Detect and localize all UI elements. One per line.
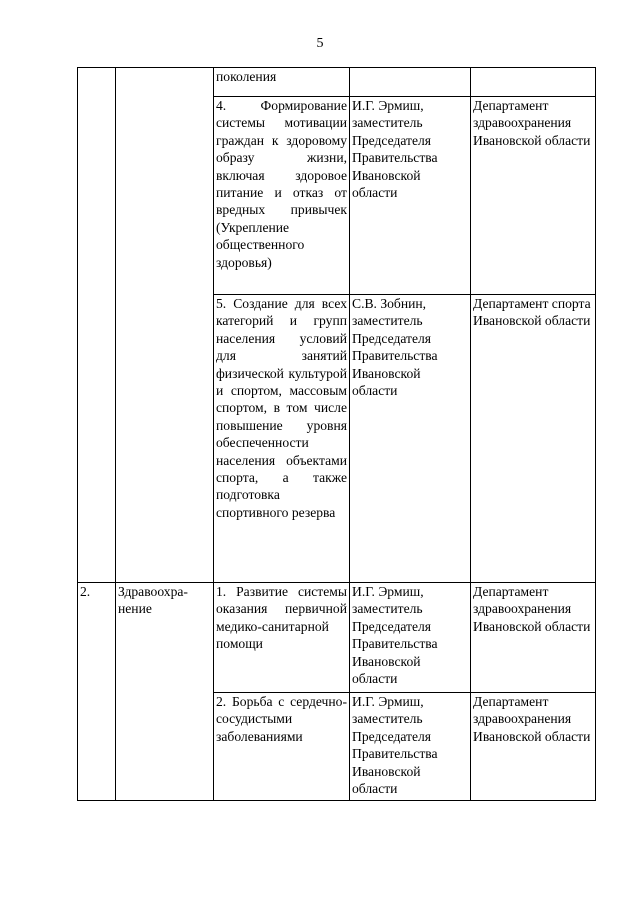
executor-cell <box>471 693 596 801</box>
area-cell <box>116 583 214 801</box>
executor-cell <box>471 68 596 97</box>
curator-name: И.Г. Эрмиш, заместитель Председателя Правительства Ивановской области <box>352 98 438 201</box>
area-name: Здравоохра-нение <box>118 584 188 617</box>
project-name: 2. Борьба с сердечно-сосудистыми заболеваниями <box>216 694 347 744</box>
curator-cell <box>350 295 471 583</box>
project-name: 5. Создание для всех категорий и групп населения условий для занятий физической культурой и спортом, массовым спортом, в том числе повышение уровня обеспеченности населения объектами спорта, а также подготовка спортивного резерва <box>216 296 347 520</box>
page-number: 5 <box>316 36 324 51</box>
executor-name: Департамент здравоохранения Ивановской области <box>473 584 591 634</box>
executor-cell <box>471 583 596 693</box>
area-cell <box>116 68 214 583</box>
curator-cell <box>350 68 471 97</box>
executor-name: Департамент здравоохранения Ивановской области <box>473 694 591 744</box>
executor-cell <box>471 295 596 583</box>
project-cell <box>214 295 350 583</box>
project-name: 1. Развитие системы оказания первичной медико-санитарной помощи <box>216 584 347 652</box>
project-cell <box>214 693 350 801</box>
executor-name: Департамент спорта Ивановской области <box>473 296 591 329</box>
curator-name: С.В. Зобнин, заместитель Председателя Правительства Ивановской области <box>352 296 438 399</box>
curator-cell <box>350 97 471 295</box>
curator-cell <box>350 693 471 801</box>
project-cell <box>214 97 350 295</box>
curator-name: И.Г. Эрмиш, заместитель Председателя Правительства Ивановской области <box>352 694 438 797</box>
executor-name: Департамент здравоохранения Ивановской области <box>473 98 591 148</box>
project-name: 4. Формирование системы мотивации граждан к здоровому образу жизни, включая здоровое питание и отказ от вредных привычек (Укрепление общественного здоровья) <box>216 98 347 270</box>
row-number-cell <box>78 68 116 583</box>
project-cell <box>214 68 350 97</box>
table-row <box>78 583 596 693</box>
executor-cell <box>471 97 596 295</box>
project-name: поколения <box>216 69 277 84</box>
row-number-cell <box>78 583 116 801</box>
project-cell <box>214 583 350 693</box>
curator-cell <box>350 583 471 693</box>
table-row <box>78 68 596 97</box>
document-table <box>77 67 596 801</box>
curator-name: И.Г. Эрмиш, заместитель Председателя Правительства Ивановской области <box>352 584 438 687</box>
row-number: 2. <box>80 584 91 599</box>
